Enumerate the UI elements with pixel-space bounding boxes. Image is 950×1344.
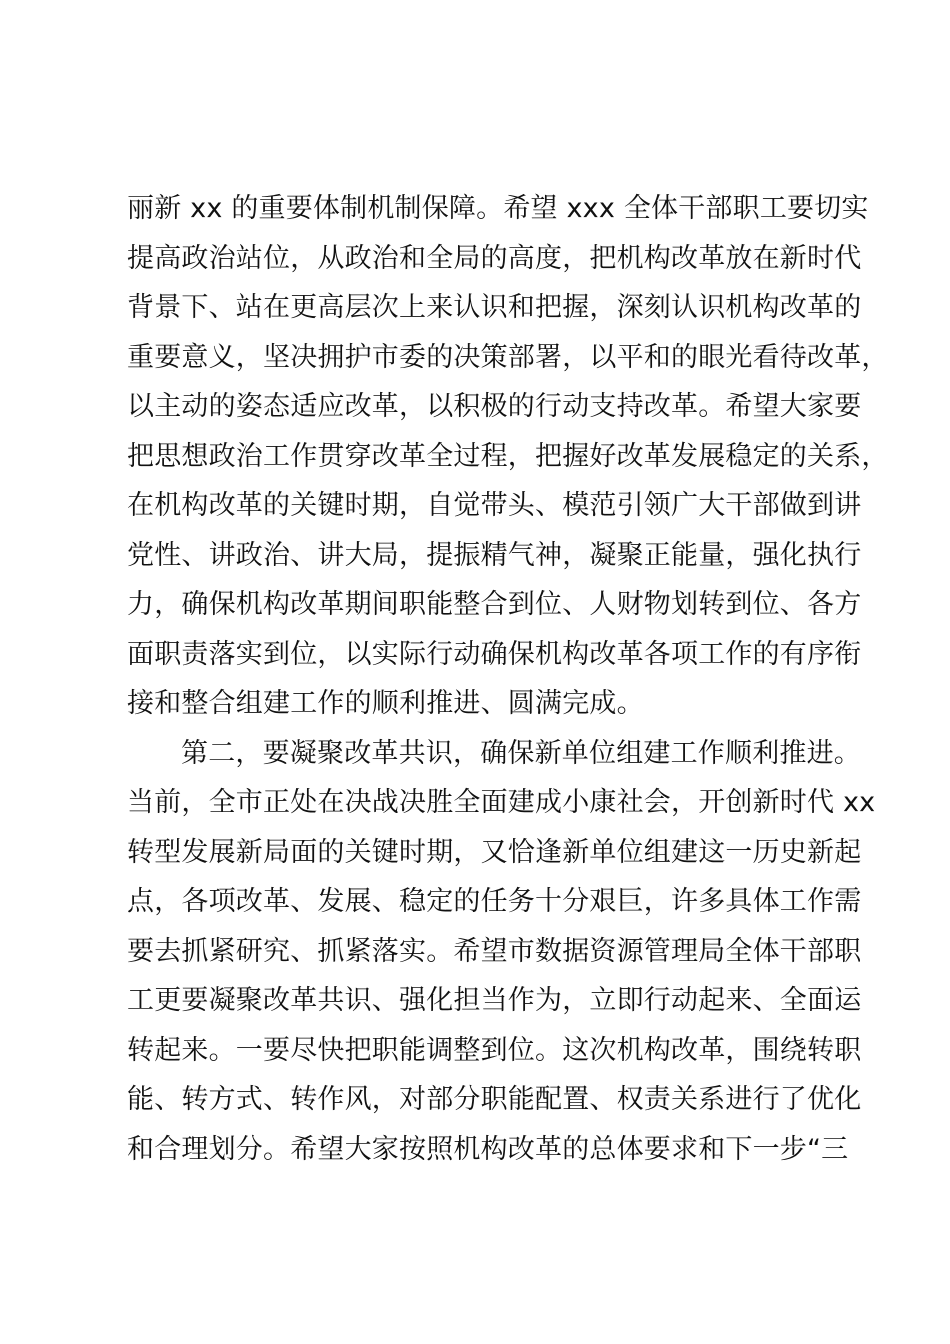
text-line: 转型发展新局面的关键时期，又恰逢新单位组建这一历史新起 [127, 836, 862, 868]
text-line: 和合理划分。希望大家按照机构改革的总体要求和下一步“三 [127, 1133, 849, 1165]
text-line: 丽新 xx 的重要体制机制保障。希望 xxx 全体干部职工要切实 [127, 193, 869, 224]
document-body [127, 184, 889, 1174]
text-line: 能、转方式、转作风，对部分职能配置、权责关系进行了优化 [127, 1084, 862, 1115]
text-line: 重要意义，坚决拥护市委的决策部署，以平和的眼光看待改革， [127, 341, 889, 373]
text-line: 党性、讲政治、讲大局，提振精气神，凝聚正能量，强化执行 [127, 539, 862, 571]
text-line: 力，确保机构改革期间职能整合到位、人财物划转到位、各方 [127, 589, 862, 620]
text-line: 工更要凝聚改革共识、强化担当作为，立即行动起来、全面运 [127, 985, 862, 1016]
text-line: 以主动的姿态适应改革，以积极的行动支持改革。希望大家要 [127, 391, 862, 422]
text-line: 要去抓紧研究、抓紧落实。希望市数据资源管理局全体干部职 [127, 935, 862, 967]
text-line: 点，各项改革、发展、稳定的任务十分艰巨，许多具体工作需 [127, 886, 862, 917]
paragraph-1 [127, 184, 889, 729]
text-line: 接和整合组建工作的顺利推进、圆满完成。 [127, 688, 644, 719]
text-line: 转起来。一要尽快把职能调整到位。这次机构改革，围绕转职 [127, 1034, 862, 1066]
text-line: 面职责落实到位，以实际行动确保机构改革各项工作的有序衔 [127, 638, 862, 670]
text-line: 在机构改革的关键时期，自觉带头、模范引领广大干部做到讲 [127, 490, 862, 521]
text-line: 背景下、站在更高层次上来认识和把握，深刻认识机构改革的 [127, 292, 862, 323]
text-line: 当前，全市正处在决战决胜全面建成小康社会，开创新时代 xx [127, 787, 876, 818]
text-line: 提高政治站位，从政治和全局的高度，把机构改革放在新时代 [127, 242, 862, 274]
paragraph-2 [127, 729, 876, 1175]
text-line-indented: 第二，要凝聚改革共识，确保新单位组建工作顺利推进。 [181, 737, 861, 769]
text-line: 把思想政治工作贯穿改革全过程，把握好改革发展稳定的关系， [127, 440, 889, 472]
